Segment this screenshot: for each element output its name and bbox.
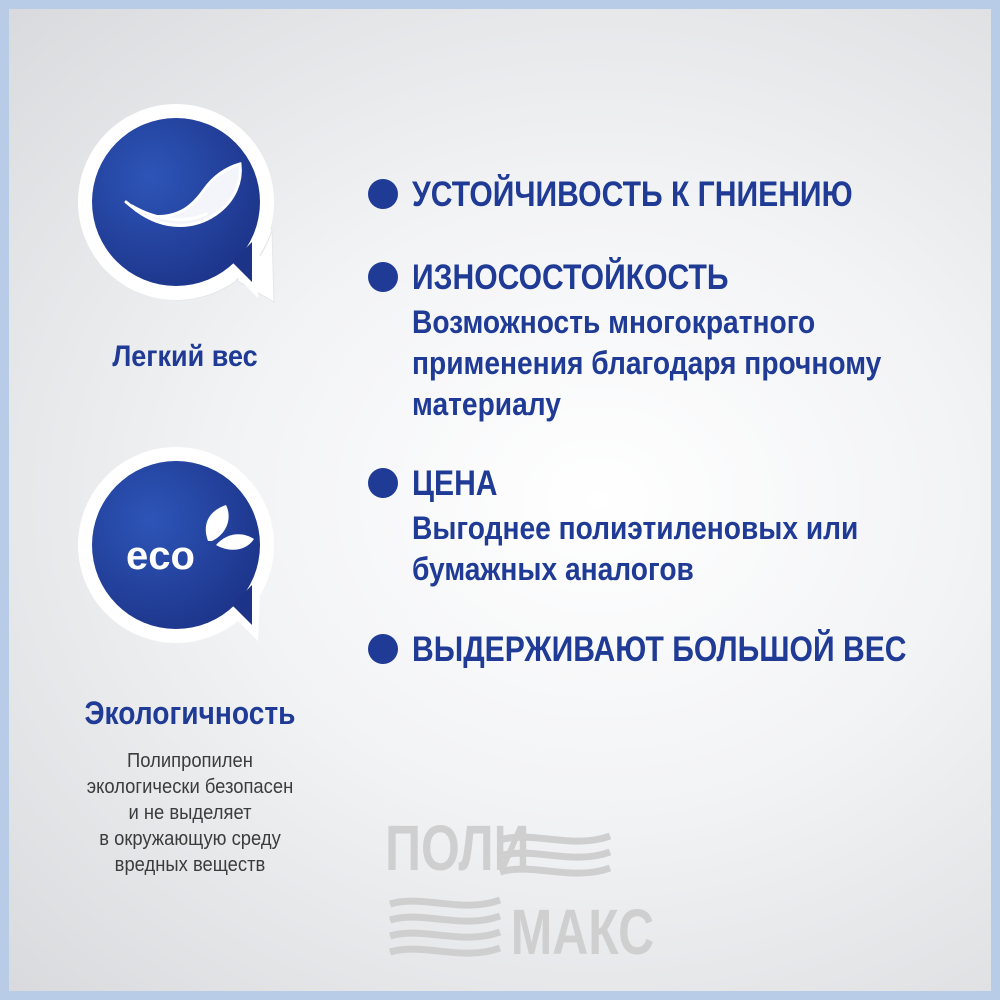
bullet-dot <box>368 179 398 209</box>
feature-title: ЦЕНА <box>412 464 498 503</box>
logo-line2: МАКС <box>510 897 655 969</box>
bullet-dot <box>368 634 398 664</box>
eco-caption: Экологичность <box>84 695 296 731</box>
feature-title: УСТОЙЧИВОСТЬ К ГНИЕНИЮ <box>412 175 853 214</box>
eco-badge <box>76 445 286 655</box>
eco-text: eco <box>126 534 195 578</box>
bullet-dot <box>368 468 398 498</box>
feature-subtitle <box>412 508 858 590</box>
eco-description <box>30 748 350 878</box>
eco-description-line: вредных веществ <box>114 854 266 876</box>
feature-subtitle <box>412 302 881 425</box>
eco-description-line: в окружающую среду <box>99 828 281 850</box>
feature-subtitle-line: бумажных аналогов <box>412 551 694 587</box>
bullet-dot <box>368 262 398 292</box>
eco-description-line: Полипропилен <box>127 750 253 772</box>
logo-line1: ПОЛИ <box>385 813 530 885</box>
light-weight-badge <box>76 102 286 312</box>
feature-subtitle-line: Выгоднее полиэтиленовых или <box>412 510 859 546</box>
feature-title: ИЗНОСОСТОЙКОСТЬ <box>412 258 729 297</box>
feature-subtitle-line: Возможность многократного <box>412 304 816 340</box>
eco-description-line: экологически безопасен <box>86 776 294 798</box>
polimaks-logo <box>382 812 655 977</box>
light-weight-caption: Легкий вес <box>112 340 258 373</box>
feature-title: ВЫДЕРЖИВАЮТ БОЛЬШОЙ ВЕС <box>412 630 907 669</box>
feature-subtitle-line: материалу <box>412 386 561 422</box>
feature-subtitle-line: применения благодаря прочному <box>412 345 882 381</box>
eco-description-line: и не выделяет <box>128 802 252 824</box>
